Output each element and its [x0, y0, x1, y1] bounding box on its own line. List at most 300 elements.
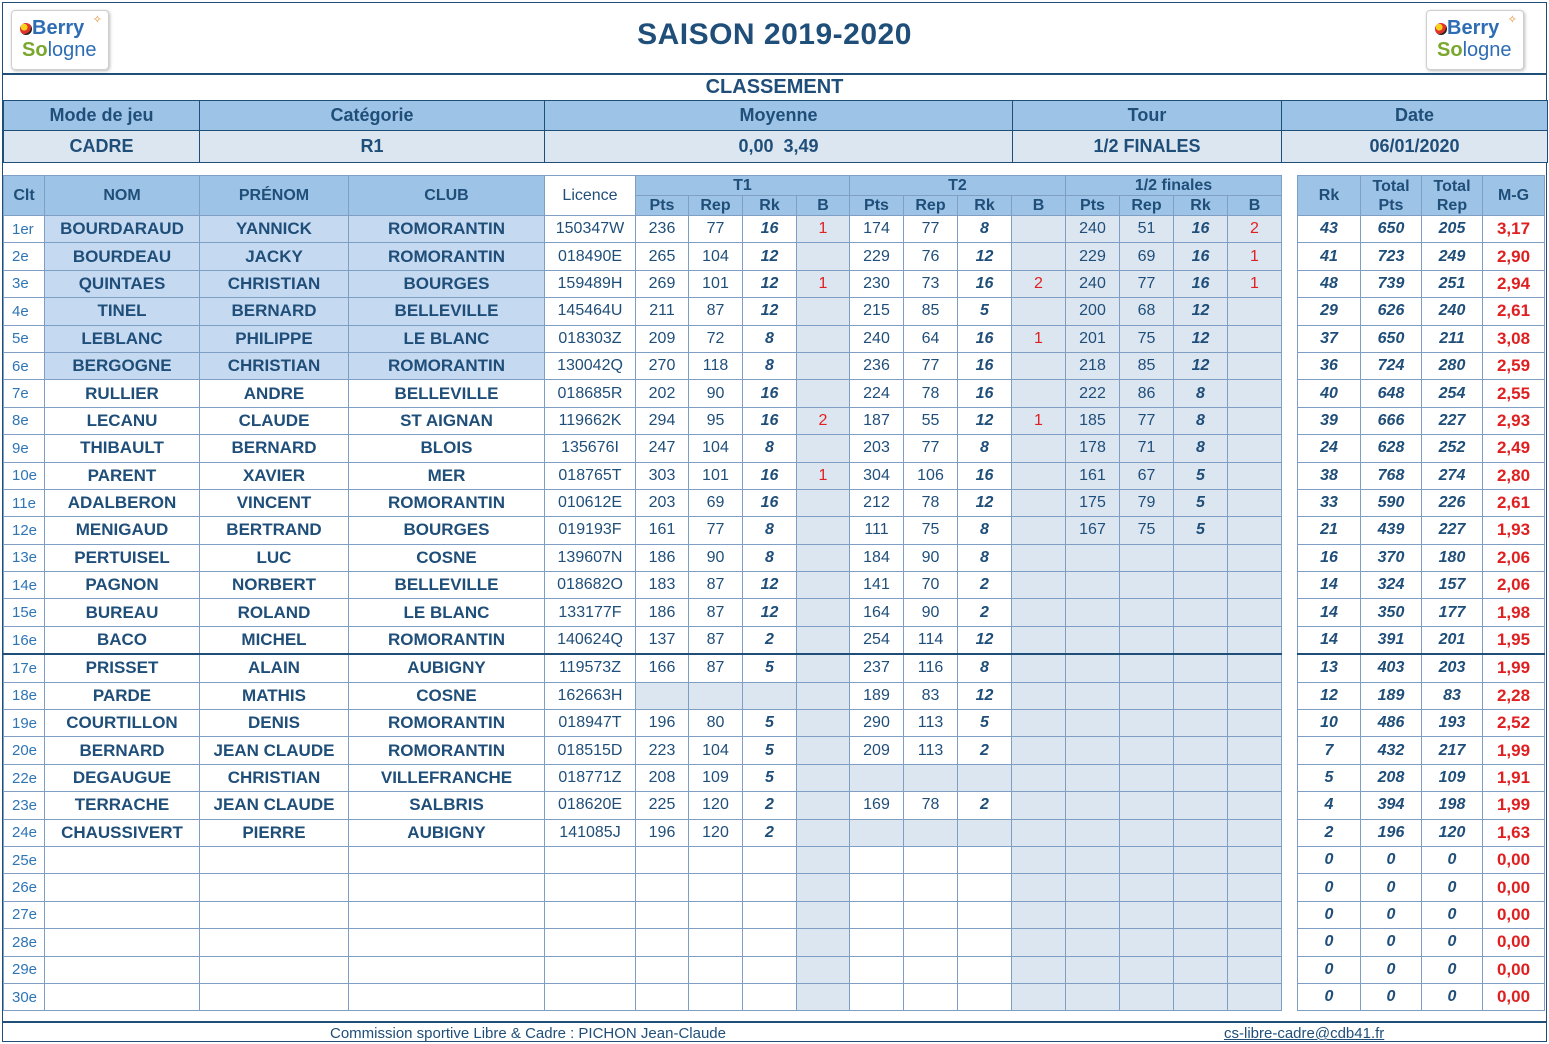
t3-pts-cell — [1066, 626, 1120, 654]
t3-rep-cell — [1120, 901, 1174, 928]
mg-cell: 0,00 — [1483, 929, 1545, 956]
t2-rep-cell: 55 — [904, 407, 958, 434]
t3-b-cell — [1228, 407, 1282, 434]
t1-pts-cell: 247 — [636, 435, 689, 462]
licence-cell: 162663H — [545, 682, 636, 709]
t1-rep-cell: 77 — [689, 216, 743, 243]
nom-cell: BUREAU — [45, 599, 200, 626]
column-gap — [1282, 270, 1298, 297]
mg-cell: 0,00 — [1483, 956, 1545, 983]
t3-b-cell — [1228, 298, 1282, 325]
rank-cell: 1er — [4, 216, 45, 243]
t2-rep-cell — [904, 846, 958, 873]
competition-info-table — [3, 100, 1548, 163]
club-cell: BELLEVILLE — [349, 572, 545, 599]
total-pts-cell: 628 — [1361, 435, 1422, 462]
t2-rep-cell: 78 — [904, 792, 958, 819]
t3-rep-cell — [1120, 737, 1174, 764]
club-cell — [349, 956, 545, 983]
t3-pts-cell: 222 — [1066, 380, 1120, 407]
table-row — [4, 270, 1545, 297]
total-rk-cell: 5 — [1298, 764, 1361, 791]
total-rk-cell: 7 — [1298, 737, 1361, 764]
total-pts-cell: 403 — [1361, 654, 1422, 682]
table-row — [4, 599, 1545, 626]
mg-cell: 1,93 — [1483, 517, 1545, 544]
column-gap — [1282, 929, 1298, 956]
total-pts-cell: 0 — [1361, 929, 1422, 956]
t2-rk-cell: 8 — [958, 544, 1012, 571]
t1-rep-cell: 120 — [689, 792, 743, 819]
nom-cell: CHAUSSIVERT — [45, 819, 200, 846]
mg-cell: 2,61 — [1483, 298, 1545, 325]
t1-rk-cell: 8 — [743, 325, 797, 352]
col-prenom: PRÉNOM — [200, 176, 349, 216]
t3-b-cell — [1228, 710, 1282, 737]
mg-cell: 1,98 — [1483, 599, 1545, 626]
t2-pts-cell — [850, 846, 904, 873]
t3-rep-cell: 69 — [1120, 243, 1174, 270]
t1-pts-cell: 225 — [636, 792, 689, 819]
licence-cell: 018685R — [545, 380, 636, 407]
t1-pts-cell: 223 — [636, 737, 689, 764]
ranking-table — [3, 175, 1545, 1011]
nom-cell: BOURDARAUD — [45, 216, 200, 243]
club-cell: COSNE — [349, 544, 545, 571]
table-row — [4, 298, 1545, 325]
total-rk-cell: 14 — [1298, 626, 1361, 654]
club-cell: COSNE — [349, 682, 545, 709]
t3-b-cell — [1228, 489, 1282, 516]
table-row — [4, 544, 1545, 571]
prenom-cell: MATHIS — [200, 682, 349, 709]
t1-rep-cell — [689, 682, 743, 709]
total-rk-cell: 0 — [1298, 874, 1361, 901]
t2-b-cell — [1012, 901, 1066, 928]
mg-cell: 0,00 — [1483, 983, 1545, 1010]
t3-rep-cell — [1120, 626, 1174, 654]
table-row — [4, 626, 1545, 654]
table-row — [4, 682, 1545, 709]
rank-cell: 28e — [4, 929, 45, 956]
total-rep-cell: 249 — [1422, 243, 1483, 270]
sparkle-icon: ✧ — [1507, 14, 1517, 26]
prenom-cell: ALAIN — [200, 654, 349, 682]
t2-rep-cell: 116 — [904, 654, 958, 682]
t3-rk-cell: 5 — [1174, 489, 1228, 516]
nom-cell: LEBLANC — [45, 325, 200, 352]
t2-b-cell — [1012, 435, 1066, 462]
prenom-cell: NORBERT — [200, 572, 349, 599]
total-rep-cell: 205 — [1422, 216, 1483, 243]
licence-cell — [545, 846, 636, 873]
t1-rep-cell: 87 — [689, 654, 743, 682]
t3-rep-cell: 75 — [1120, 517, 1174, 544]
subcol-g0-pts: Pts — [636, 196, 689, 216]
info-label-date: Date — [1282, 101, 1548, 131]
licence-cell — [545, 929, 636, 956]
total-rep-cell: 252 — [1422, 435, 1483, 462]
licence-cell: 139607N — [545, 544, 636, 571]
total-rep-cell: 193 — [1422, 710, 1483, 737]
t1-rep-cell: 101 — [689, 462, 743, 489]
t1-rk-cell: 8 — [743, 435, 797, 462]
total-rk-cell: 24 — [1298, 435, 1361, 462]
prenom-cell: JEAN CLAUDE — [200, 792, 349, 819]
mg-cell: 1,99 — [1483, 792, 1545, 819]
t2-rk-cell: 16 — [958, 325, 1012, 352]
t3-rep-cell: 51 — [1120, 216, 1174, 243]
t3-rep-cell — [1120, 599, 1174, 626]
mg-cell: 1,91 — [1483, 764, 1545, 791]
t3-rk-cell — [1174, 983, 1228, 1010]
subcol-g1-rep: Rep — [904, 196, 958, 216]
club-cell: ROMORANTIN — [349, 216, 545, 243]
t3-pts-cell: 200 — [1066, 298, 1120, 325]
club-cell: AUBIGNY — [349, 654, 545, 682]
t3-rk-cell — [1174, 956, 1228, 983]
t3-pts-cell — [1066, 737, 1120, 764]
t1-pts-cell — [636, 846, 689, 873]
t3-b-cell: 1 — [1228, 270, 1282, 297]
licence-cell: 018620E — [545, 792, 636, 819]
t1-pts-cell: 186 — [636, 599, 689, 626]
club-cell: MER — [349, 462, 545, 489]
column-gap — [1282, 710, 1298, 737]
nom-cell: PARDE — [45, 682, 200, 709]
column-gap — [1282, 846, 1298, 873]
total-rep-cell: 0 — [1422, 983, 1483, 1010]
total-rep-cell: 180 — [1422, 544, 1483, 571]
prenom-cell — [200, 983, 349, 1010]
t1-rk-cell — [743, 874, 797, 901]
t3-rk-cell — [1174, 599, 1228, 626]
t1-rep-cell: 120 — [689, 819, 743, 846]
t3-pts-cell — [1066, 572, 1120, 599]
t3-rk-cell — [1174, 544, 1228, 571]
t2-pts-cell: 203 — [850, 435, 904, 462]
t3-pts-cell — [1066, 901, 1120, 928]
footer-email-link[interactable]: cs-libre-cadre@cdb41.fr — [1224, 1025, 1385, 1042]
total-pts-cell: 439 — [1361, 517, 1422, 544]
t2-b-cell — [1012, 216, 1066, 243]
column-gap — [1282, 298, 1298, 325]
t2-rk-cell — [958, 983, 1012, 1010]
t1-rep-cell: 101 — [689, 270, 743, 297]
t2-rep-cell: 64 — [904, 325, 958, 352]
t2-pts-cell: 240 — [850, 325, 904, 352]
column-gap — [1282, 572, 1298, 599]
rank-cell: 5e — [4, 325, 45, 352]
t3-b-cell — [1228, 517, 1282, 544]
t1-b-cell — [797, 737, 850, 764]
column-gap — [1282, 956, 1298, 983]
prenom-cell: JACKY — [200, 243, 349, 270]
t2-rk-cell: 2 — [958, 572, 1012, 599]
total-pts-cell: 650 — [1361, 325, 1422, 352]
total-rk-cell: 2 — [1298, 819, 1361, 846]
total-rep-cell: 254 — [1422, 380, 1483, 407]
total-rk-cell: 43 — [1298, 216, 1361, 243]
t1-b-cell — [797, 352, 850, 379]
t3-rep-cell — [1120, 956, 1174, 983]
total-rk-cell: 0 — [1298, 901, 1361, 928]
rank-cell: 23e — [4, 792, 45, 819]
nom-cell: COURTILLON — [45, 710, 200, 737]
t2-pts-cell: 290 — [850, 710, 904, 737]
total-rk-cell: 12 — [1298, 682, 1361, 709]
t1-rk-cell: 5 — [743, 654, 797, 682]
column-gap — [1282, 243, 1298, 270]
rank-cell: 6e — [4, 352, 45, 379]
nom-cell: THIBAULT — [45, 435, 200, 462]
t1-rk-cell: 16 — [743, 216, 797, 243]
t3-pts-cell — [1066, 929, 1120, 956]
t2-pts-cell: 169 — [850, 792, 904, 819]
nom-cell: PERTUISEL — [45, 544, 200, 571]
t2-rep-cell — [904, 983, 958, 1010]
mg-cell: 2,55 — [1483, 380, 1545, 407]
table-row — [4, 352, 1545, 379]
t2-b-cell — [1012, 764, 1066, 791]
club-cell: BELLEVILLE — [349, 380, 545, 407]
t3-pts-cell: 178 — [1066, 435, 1120, 462]
t3-pts-cell: 161 — [1066, 462, 1120, 489]
t2-b-cell: 2 — [1012, 270, 1066, 297]
t2-b-cell — [1012, 956, 1066, 983]
t1-rk-cell: 16 — [743, 407, 797, 434]
rank-cell: 11e — [4, 489, 45, 516]
t3-pts-cell: 167 — [1066, 517, 1120, 544]
nom-cell — [45, 983, 200, 1010]
column-gap — [1282, 325, 1298, 352]
t1-rep-cell — [689, 901, 743, 928]
table-row — [4, 901, 1545, 928]
t1-rk-cell: 12 — [743, 599, 797, 626]
column-gap — [1282, 407, 1298, 434]
t2-rep-cell: 73 — [904, 270, 958, 297]
rank-cell: 27e — [4, 901, 45, 928]
t3-b-cell — [1228, 462, 1282, 489]
t2-pts-cell: 215 — [850, 298, 904, 325]
total-pts-cell: 0 — [1361, 846, 1422, 873]
table-row — [4, 929, 1545, 956]
t3-pts-cell — [1066, 599, 1120, 626]
t2-rep-cell: 113 — [904, 737, 958, 764]
t1-pts-cell: 303 — [636, 462, 689, 489]
t2-pts-cell: 111 — [850, 517, 904, 544]
club-cell: ROMORANTIN — [349, 489, 545, 516]
rank-cell: 7e — [4, 380, 45, 407]
total-rep-cell: 198 — [1422, 792, 1483, 819]
t3-pts-cell — [1066, 544, 1120, 571]
t1-b-cell — [797, 819, 850, 846]
t1-b-cell — [797, 792, 850, 819]
t3-pts-cell — [1066, 654, 1120, 682]
t3-rk-cell — [1174, 901, 1228, 928]
t3-rk-cell: 8 — [1174, 380, 1228, 407]
t2-pts-cell — [850, 874, 904, 901]
column-gap — [1282, 626, 1298, 654]
t3-rk-cell — [1174, 792, 1228, 819]
prenom-cell: ROLAND — [200, 599, 349, 626]
t1-b-cell — [797, 544, 850, 571]
nom-cell: QUINTAES — [45, 270, 200, 297]
t1-b-cell — [797, 846, 850, 873]
t2-rep-cell — [904, 929, 958, 956]
t3-rk-cell: 5 — [1174, 462, 1228, 489]
total-rep-cell: 211 — [1422, 325, 1483, 352]
prenom-cell: YANNICK — [200, 216, 349, 243]
t3-rep-cell — [1120, 544, 1174, 571]
club-cell: ROMORANTIN — [349, 243, 545, 270]
t1-b-cell — [797, 572, 850, 599]
t1-rep-cell: 109 — [689, 764, 743, 791]
rank-cell: 4e — [4, 298, 45, 325]
nom-cell: RULLIER — [45, 380, 200, 407]
col-clt: Clt — [4, 176, 45, 216]
prenom-cell: ANDRE — [200, 380, 349, 407]
t3-b-cell: 2 — [1228, 216, 1282, 243]
nom-cell: MENIGAUD — [45, 517, 200, 544]
t2-pts-cell: 141 — [850, 572, 904, 599]
t3-rk-cell: 12 — [1174, 352, 1228, 379]
table-row — [4, 489, 1545, 516]
t2-rep-cell: 83 — [904, 682, 958, 709]
prenom-cell — [200, 846, 349, 873]
t1-rk-cell — [743, 682, 797, 709]
t2-b-cell — [1012, 599, 1066, 626]
total-rk-cell: 16 — [1298, 544, 1361, 571]
t1-pts-cell — [636, 874, 689, 901]
t2-rk-cell: 2 — [958, 792, 1012, 819]
column-gap — [1282, 737, 1298, 764]
info-label-mode: Mode de jeu — [4, 101, 200, 131]
nom-cell: PARENT — [45, 462, 200, 489]
subcol-g1-b: B — [1012, 196, 1066, 216]
t1-b-cell — [797, 626, 850, 654]
licence-cell: 018765T — [545, 462, 636, 489]
t2-rep-cell: 77 — [904, 352, 958, 379]
table-row — [4, 710, 1545, 737]
mg-cell: 2,80 — [1483, 462, 1545, 489]
total-rep-cell: 280 — [1422, 352, 1483, 379]
nom-cell — [45, 956, 200, 983]
subcol-g2-pts: Pts — [1066, 196, 1120, 216]
subcol-g2-b: B — [1228, 196, 1282, 216]
t3-rep-cell — [1120, 710, 1174, 737]
t1-rep-cell: 90 — [689, 380, 743, 407]
col-nom: NOM — [45, 176, 200, 216]
subcol-g2-rk: Rk — [1174, 196, 1228, 216]
nom-cell: PAGNON — [45, 572, 200, 599]
licence-cell: 159489H — [545, 270, 636, 297]
total-pts-cell: 196 — [1361, 819, 1422, 846]
col-mg: M-G — [1483, 176, 1545, 216]
licence-cell: 018682O — [545, 572, 636, 599]
t2-rk-cell: 2 — [958, 737, 1012, 764]
t2-b-cell: 1 — [1012, 407, 1066, 434]
t3-pts-cell — [1066, 710, 1120, 737]
prenom-cell: CHRISTIAN — [200, 764, 349, 791]
t2-pts-cell — [850, 983, 904, 1010]
total-rep-cell: 177 — [1422, 599, 1483, 626]
t1-pts-cell: 137 — [636, 626, 689, 654]
t1-rep-cell: 87 — [689, 599, 743, 626]
nom-cell — [45, 901, 200, 928]
column-gap — [1282, 216, 1298, 243]
t3-pts-cell: 229 — [1066, 243, 1120, 270]
t3-rep-cell — [1120, 654, 1174, 682]
prenom-cell — [200, 874, 349, 901]
mg-cell: 2,94 — [1483, 270, 1545, 297]
licence-cell: 119662K — [545, 407, 636, 434]
total-rk-cell: 33 — [1298, 489, 1361, 516]
t3-rep-cell: 77 — [1120, 270, 1174, 297]
column-gap — [1282, 874, 1298, 901]
t1-rep-cell — [689, 983, 743, 1010]
t1-pts-cell: 211 — [636, 298, 689, 325]
t1-rep-cell: 104 — [689, 435, 743, 462]
mg-cell: 3,17 — [1483, 216, 1545, 243]
t2-pts-cell: 184 — [850, 544, 904, 571]
info-label-moyenne: Moyenne — [545, 101, 1013, 131]
total-rep-cell: 227 — [1422, 517, 1483, 544]
t3-rep-cell — [1120, 682, 1174, 709]
t2-pts-cell: 174 — [850, 216, 904, 243]
t2-rk-cell — [958, 874, 1012, 901]
club-cell: BOURGES — [349, 517, 545, 544]
rank-cell: 19e — [4, 710, 45, 737]
divider — [2, 73, 1547, 75]
t3-b-cell — [1228, 626, 1282, 654]
t2-pts-cell — [850, 901, 904, 928]
total-rep-cell: 203 — [1422, 654, 1483, 682]
t3-rep-cell: 79 — [1120, 489, 1174, 516]
t3-rep-cell — [1120, 792, 1174, 819]
t3-pts-cell: 201 — [1066, 325, 1120, 352]
total-pts-cell: 650 — [1361, 216, 1422, 243]
t3-b-cell — [1228, 737, 1282, 764]
logo-sologne-text: Sologne — [22, 39, 97, 61]
t1-pts-cell — [636, 929, 689, 956]
club-cell — [349, 929, 545, 956]
t1-rk-cell: 5 — [743, 710, 797, 737]
t3-rep-cell: 77 — [1120, 407, 1174, 434]
rank-cell: 15e — [4, 599, 45, 626]
t2-rep-cell — [904, 901, 958, 928]
t2-rep-cell — [904, 874, 958, 901]
table-row — [4, 764, 1545, 791]
t2-pts-cell — [850, 764, 904, 791]
t2-pts-cell: 237 — [850, 654, 904, 682]
column-gap — [1282, 654, 1298, 682]
t1-pts-cell: 203 — [636, 489, 689, 516]
col-total-pts: Total Pts — [1361, 176, 1422, 216]
t1-pts-cell: 196 — [636, 819, 689, 846]
t3-rep-cell — [1120, 572, 1174, 599]
licence-cell: 018303Z — [545, 325, 636, 352]
t3-rk-cell — [1174, 572, 1228, 599]
t3-rk-cell: 5 — [1174, 517, 1228, 544]
t2-b-cell — [1012, 710, 1066, 737]
rank-cell: 14e — [4, 572, 45, 599]
t1-pts-cell — [636, 901, 689, 928]
total-rk-cell: 14 — [1298, 599, 1361, 626]
t3-rep-cell — [1120, 764, 1174, 791]
page-subtitle: CLASSEMENT — [705, 76, 844, 98]
total-pts-cell: 432 — [1361, 737, 1422, 764]
